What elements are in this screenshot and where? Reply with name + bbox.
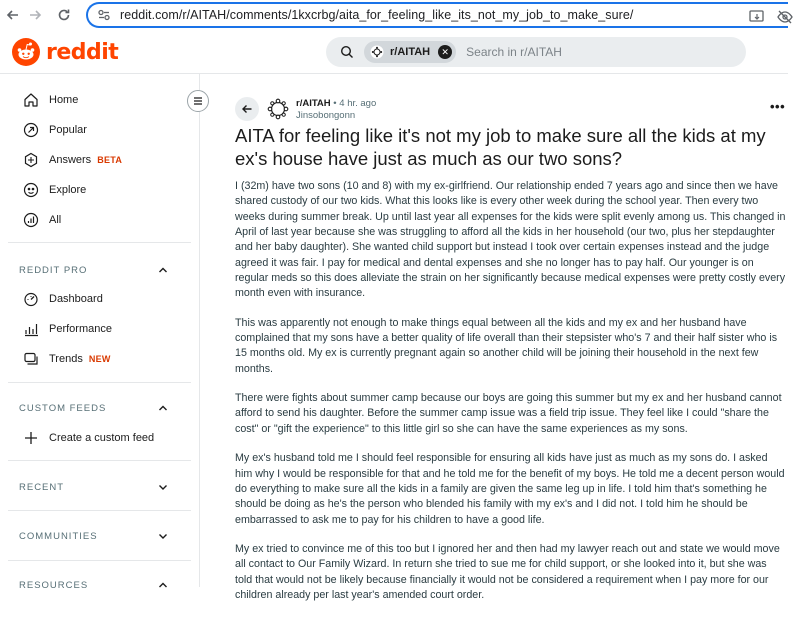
post-paragraph: I (32m) have two sons (10 and 8) with my ex-girlfriend. Our relationship ended 7 years ago and since then we have shared custody of our two kids. What this looks like is every other week during the school year. Then every two weeks during summer break. Up until last year all expenses for the kids were split evenly among us. This changed in April of last year because she was struggling to afford all the kids in her household (our two, plus her stepdaughter and her baby daughter). She wanted child support but instead I took over certain expenses instead and the judge agreed it was fair. I pay for medical and dental expenses and she no longer has to pay half. Our younger is on regular meds so this does alleviate the strain on her significantly because medical expenses were pretty costly every month even with insurance. — [235, 180, 786, 300]
section-title: RESOURCES — [19, 579, 89, 591]
section-title: COMMUNITIES — [19, 530, 98, 542]
meta-separator: • — [333, 98, 340, 109]
sidebar-item-explore[interactable] — [22, 180, 86, 200]
post-time: 4 hr. ago — [339, 98, 377, 109]
dashboard-icon — [22, 290, 40, 308]
chevron-up-icon — [157, 402, 169, 414]
reddit-logo[interactable] — [12, 38, 118, 66]
sidebar-item-answers[interactable] — [22, 150, 122, 170]
post-paragraph: There were fights about summer camp because our boys are going this summer but my ex and her husband cannot afford to send his daughter. Before the summer camp issue was a field trip issue. They feel like I could "share the cost" or "gift the experience" to this little girl so she can have the same experiences as my sons. — [235, 392, 782, 435]
search-icon — [340, 45, 354, 59]
search-bar[interactable] — [326, 37, 746, 67]
search-input[interactable]: Search in r/AITAH — [466, 45, 562, 59]
chip-label: r/AITAH — [390, 46, 431, 58]
sidebar-item-performance[interactable] — [22, 319, 112, 339]
url-text[interactable]: reddit.com/r/AITAH/comments/1kxcrbg/aita_for_feeling_like_its_not_my_job_to_make_sure/ — [120, 8, 634, 22]
sidebar-item-label: Explore — [49, 184, 87, 196]
sidebar-divider — [8, 560, 191, 561]
subreddit-avatar-icon[interactable] — [267, 98, 289, 120]
post-body — [235, 179, 786, 617]
post-paragraph: My ex's husband told me I should feel responsible for ensuring all kids have just as much as my sons do. I asked him why I would be responsible for that and he told me for the benefit of my boys. He told me a decent person would do everything to make sure all the kids in a family are given the same leg up in life. I told him that's something he should be doing as he's the person who blended his family with my ex's and I did not. I told him he should be embarrassed to ask me to pay for his children to have a good life. — [235, 452, 785, 526]
home-icon — [22, 91, 40, 109]
eye-slash-icon[interactable] — [776, 9, 794, 25]
sidebar-item-label: Trends — [49, 353, 83, 365]
popular-icon — [22, 121, 40, 139]
post-paragraph: This was apparently not enough to make things equal between all the kids and my ex and her husband have complained that my sons have a better quality of life overall than their stepsister who's 7 and their half sister who is 15 months old. My ex is currently pregnant again so another child will be joining their household in the next few months. — [235, 316, 778, 375]
sidebar-divider — [8, 510, 191, 511]
subreddit-icon — [370, 45, 384, 59]
post-back-button[interactable] — [235, 97, 259, 121]
answers-icon — [22, 151, 40, 169]
post-paragraph: My ex tried to convince me of this too but I ignored her and then had my lawyer reach out and state we would move all contact to Our Family Wizard. In return she tried to sue me for child support, or she looked into it, but she was told that would not be likely because financially it would not be considered a requirement when I pay more for our children already per last year's amended court order. — [235, 542, 780, 601]
performance-icon — [22, 320, 40, 338]
post-title: AITA for feeling like it's not my job to make sure all the kids at my ex's house have just as much as our two sons? — [235, 125, 766, 169]
site-settings-icon[interactable] — [96, 7, 112, 23]
sidebar-item-label: Answers — [49, 154, 92, 166]
site-header — [0, 30, 788, 74]
reload-icon[interactable] — [53, 4, 75, 26]
post-author[interactable]: Jinsobongonn — [296, 110, 356, 121]
sidebar-item-label: Popular — [49, 124, 87, 136]
section-header-resources[interactable] — [19, 577, 169, 593]
install-app-icon[interactable] — [748, 9, 766, 25]
all-icon — [22, 211, 40, 229]
snoo-logo-icon — [12, 38, 40, 66]
plus-icon — [22, 429, 40, 447]
back-arrow-icon[interactable] — [2, 4, 24, 26]
section-header-reddit-pro[interactable] — [19, 262, 169, 278]
more-options-icon[interactable]: ••• — [770, 99, 786, 114]
post-meta — [296, 98, 376, 109]
chevron-down-icon — [157, 530, 169, 542]
section-header-custom-feeds[interactable] — [19, 400, 169, 416]
sidebar-item-label: Home — [49, 94, 79, 106]
sidebar-divider — [8, 460, 191, 461]
create-custom-feed-button[interactable] — [22, 428, 154, 448]
logo-text: reddit — [46, 39, 119, 65]
subreddit-search-chip[interactable] — [364, 41, 456, 63]
create-custom-feed-label: Create a custom feed — [49, 432, 155, 444]
sidebar-divider — [8, 242, 191, 243]
left-sidebar — [0, 74, 200, 591]
sidebar-item-label: Dashboard — [49, 293, 103, 305]
section-header-communities[interactable] — [19, 528, 169, 544]
subreddit-link[interactable]: r/AITAH — [296, 98, 331, 109]
new-badge: NEW — [88, 354, 111, 364]
browser-toolbar — [0, 0, 788, 30]
sidebar-item-label: Performance — [49, 323, 112, 335]
sidebar-item-all[interactable] — [22, 210, 61, 230]
collapse-sidebar-button[interactable] — [187, 90, 209, 112]
sidebar-item-popular[interactable] — [22, 120, 87, 140]
close-icon[interactable]: ✕ — [438, 45, 452, 59]
section-header-recent[interactable] — [19, 479, 169, 495]
section-title: RECENT — [19, 481, 65, 493]
section-title: CUSTOM FEEDS — [19, 402, 107, 414]
beta-badge: BETA — [97, 155, 123, 165]
explore-icon — [22, 181, 40, 199]
arrow-left-icon — [241, 103, 253, 115]
chevron-down-icon — [157, 481, 169, 493]
forward-arrow-icon[interactable] — [24, 4, 46, 26]
hamburger-icon — [192, 95, 204, 107]
chevron-up-icon — [157, 579, 169, 591]
chevron-up-icon — [157, 264, 169, 276]
sidebar-item-label: All — [49, 214, 62, 226]
trends-icon — [22, 350, 40, 368]
sidebar-item-home[interactable] — [22, 90, 78, 110]
sidebar-item-trends[interactable] — [22, 349, 111, 369]
sidebar-item-dashboard[interactable] — [22, 289, 103, 309]
address-bar[interactable] — [86, 2, 788, 28]
section-title: REDDIT PRO — [19, 264, 88, 276]
sidebar-divider — [8, 382, 191, 383]
